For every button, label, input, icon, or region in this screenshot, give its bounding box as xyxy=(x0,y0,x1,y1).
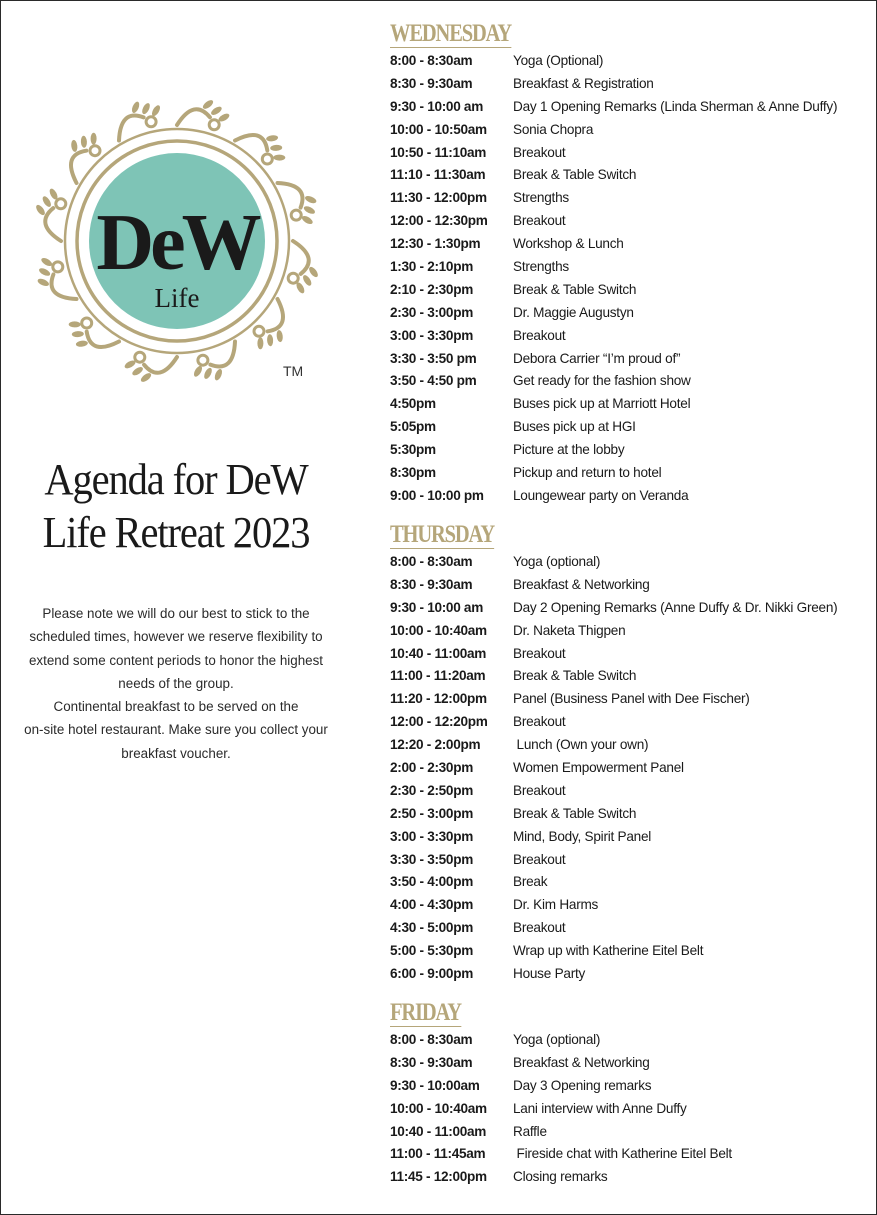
schedule-event: Breakout xyxy=(513,144,566,160)
schedule-time: 4:30 - 5:00pm xyxy=(390,920,473,936)
schedule-event: Day 2 Opening Remarks (Anne Duffy & Dr. Nikki Green) xyxy=(513,599,838,615)
schedule-event: Fireside chat with Katherine Eitel Belt xyxy=(513,1146,732,1162)
schedule-time: 3:50 - 4:00pm xyxy=(390,874,473,890)
schedule-time: 9:30 - 10:00 am xyxy=(390,599,483,615)
schedule-time: 4:50pm xyxy=(390,396,436,412)
schedule-event: Yoga (optional) xyxy=(513,554,601,569)
schedule-time: 8:00 - 8:30am xyxy=(390,554,473,569)
schedule-event: Workshop & Lunch xyxy=(513,236,624,252)
schedule-event: Mind, Body, Spirit Panel xyxy=(513,828,652,844)
schedule-time: 2:30 - 2:50pm xyxy=(390,782,473,798)
schedule-row xyxy=(390,826,870,849)
schedule-row xyxy=(390,302,870,325)
schedule-time: 8:30 - 9:30am xyxy=(390,75,473,91)
schedule-event: Women Empowerment Panel xyxy=(513,760,684,776)
schedule-time: 9:30 - 10:00am xyxy=(390,1077,480,1093)
day-wednesday xyxy=(390,21,870,508)
note-line: on-site hotel restaurant. Make sure you collect your xyxy=(24,722,328,738)
schedule-event: Breakout xyxy=(513,920,566,936)
schedule-row xyxy=(390,1075,870,1098)
schedule-time: 10:40 - 11:00am xyxy=(390,645,487,661)
schedule-time: 10:00 - 10:40am xyxy=(390,622,487,638)
schedule-row xyxy=(390,50,870,73)
schedule-row xyxy=(390,142,870,165)
schedule-event: Yoga (Optional) xyxy=(513,53,604,68)
day-heading: THURSDAY xyxy=(390,521,494,548)
schedule-event: Debora Carrier “I’m proud of” xyxy=(513,350,681,366)
schedule-event: Loungewear party on Veranda xyxy=(513,487,689,503)
schedule-event: Raffle xyxy=(513,1123,547,1139)
schedule-event: Panel (Business Panel with Dee Fischer) xyxy=(513,691,750,707)
schedule-row xyxy=(390,849,870,872)
schedule-time: 8:30 - 9:30am xyxy=(390,576,473,592)
schedule-time: 4:00 - 4:30pm xyxy=(390,897,473,913)
schedule-row xyxy=(390,210,870,233)
schedule-time: 8:00 - 8:30am xyxy=(390,53,473,68)
schedule-event: Picture at the lobby xyxy=(513,442,625,458)
schedule-time: 3:30 - 3:50 pm xyxy=(390,350,477,366)
schedule-time: 9:00 - 10:00 pm xyxy=(390,487,484,503)
schedule-row xyxy=(390,643,870,666)
note-line: needs of the group. xyxy=(118,675,234,691)
note-line: extend some content periods to honor the highest xyxy=(28,652,324,668)
logo-sub-text: Life xyxy=(154,283,200,313)
schedule-event: Get ready for the fashion show xyxy=(513,373,691,389)
schedule-time: 11:20 - 12:00pm xyxy=(390,691,487,707)
logo-main-text: DeW xyxy=(96,199,258,287)
note-line: breakfast voucher. xyxy=(121,745,231,761)
schedule-row xyxy=(390,393,870,416)
schedule-event: Breakfast & Networking xyxy=(513,1054,650,1070)
schedule-event: House Party xyxy=(513,966,586,982)
schedule-row xyxy=(390,325,870,348)
schedule-row xyxy=(390,1143,870,1166)
schedule-row xyxy=(390,917,870,940)
schedule-time: 8:30 - 9:30am xyxy=(390,1054,473,1070)
schedule-event: Closing remarks xyxy=(513,1169,608,1185)
schedule-row xyxy=(390,871,870,894)
schedule-time: 11:00 - 11:45am xyxy=(390,1146,486,1162)
schedule-event: Day 3 Opening remarks xyxy=(513,1077,652,1093)
schedule-row xyxy=(390,119,870,142)
schedule-row xyxy=(390,256,870,279)
schedule-time: 5:05pm xyxy=(390,419,436,435)
schedule-time: 10:40 - 11:00am xyxy=(390,1123,487,1139)
schedule-time: 9:30 - 10:00 am xyxy=(390,98,483,114)
schedule-row xyxy=(390,711,870,734)
schedule-time: 1:30 - 2:10pm xyxy=(390,259,473,275)
schedule-event: Strengths xyxy=(513,190,569,206)
note-line: Please note we will do our best to stick to the xyxy=(42,606,310,621)
schedule-row xyxy=(390,665,870,688)
schedule-time: 10:50 - 11:10am xyxy=(390,144,487,160)
schedule-event: Breakout xyxy=(513,851,566,867)
schedule-row xyxy=(390,462,870,485)
schedule-time: 5:00 - 5:30pm xyxy=(390,943,473,959)
schedule-time: 3:30 - 3:50pm xyxy=(390,851,473,867)
day-heading: WEDNESDAY xyxy=(390,20,512,47)
schedule-event: Breakout xyxy=(513,714,566,730)
schedule-time: 2:10 - 2:30pm xyxy=(390,281,473,297)
schedule-time: 12:00 - 12:30pm xyxy=(390,213,488,229)
schedule-time: 8:00 - 8:30am xyxy=(390,1032,473,1047)
schedule-row xyxy=(390,73,870,96)
schedule-list xyxy=(390,551,870,986)
schedule-event: Lunch (Own your own) xyxy=(513,737,649,753)
schedule-time: 2:00 - 2:30pm xyxy=(390,760,473,776)
schedule-row xyxy=(390,597,870,620)
schedule-event: Break xyxy=(513,874,548,890)
schedule-row xyxy=(390,551,870,574)
schedule-row xyxy=(390,96,870,119)
schedule-time: 11:10 - 11:30am xyxy=(390,167,486,183)
schedule-row xyxy=(390,894,870,917)
schedule-event: Dr. Naketa Thigpen xyxy=(513,622,626,638)
page-title-line: Life Retreat 2023 xyxy=(42,508,310,557)
schedule-row xyxy=(390,233,870,256)
schedule-row xyxy=(390,1098,870,1121)
schedule-time: 12:30 - 1:30pm xyxy=(390,236,481,252)
schedule-row xyxy=(390,1166,870,1189)
schedule-event: Yoga (optional) xyxy=(513,1032,601,1047)
schedule-time: 3:00 - 3:30pm xyxy=(390,327,473,343)
schedule-row xyxy=(390,187,870,210)
page-title xyxy=(24,453,328,559)
schedule-row xyxy=(390,370,870,393)
schedule-row xyxy=(390,348,870,371)
schedule-row xyxy=(390,439,870,462)
schedule-row xyxy=(390,574,870,597)
schedule-event: Day 1 Opening Remarks (Linda Sherman & Anne Duffy) xyxy=(513,98,838,114)
schedule-time: 11:00 - 11:20am xyxy=(390,668,486,684)
schedule-time: 2:30 - 3:00pm xyxy=(390,304,473,320)
schedule-event: Buses pick up at Marriott Hotel xyxy=(513,396,691,412)
schedule-time: 5:30pm xyxy=(390,442,436,458)
schedule-event: Dr. Maggie Augustyn xyxy=(513,304,634,320)
schedule-event: Breakfast & Networking xyxy=(513,576,650,592)
left-column xyxy=(1,1,351,1214)
schedule-row xyxy=(390,803,870,826)
schedule-time: 10:00 - 10:40am xyxy=(390,1100,487,1116)
schedule-row xyxy=(390,1029,870,1052)
schedule-time: 2:50 - 3:00pm xyxy=(390,805,473,821)
schedule-event: Break & Table Switch xyxy=(513,167,637,183)
schedule-event: Breakout xyxy=(513,213,566,229)
day-heading: FRIDAY xyxy=(390,999,461,1026)
schedule-row xyxy=(390,416,870,439)
schedule-event: Breakout xyxy=(513,645,566,661)
schedule-time: 11:45 - 12:00pm xyxy=(390,1169,487,1185)
schedule-event: Wrap up with Katherine Eitel Belt xyxy=(513,943,704,959)
schedule-row xyxy=(390,1052,870,1075)
schedule-row xyxy=(390,757,870,780)
schedule-event: Breakout xyxy=(513,782,566,798)
schedule-event: Break & Table Switch xyxy=(513,805,637,821)
page-title-line: Agenda for DeW xyxy=(44,455,308,504)
schedule-event: Break & Table Switch xyxy=(513,668,637,684)
schedule-event: Lani interview with Anne Duffy xyxy=(513,1100,687,1116)
schedule-list xyxy=(390,50,870,508)
schedule-event: Strengths xyxy=(513,259,569,275)
day-friday xyxy=(390,1000,870,1189)
schedule-row xyxy=(390,1121,870,1144)
schedule-time: 10:00 - 10:50am xyxy=(390,121,487,137)
schedule-time: 3:00 - 3:30pm xyxy=(390,828,473,844)
schedule-event: Sonia Chopra xyxy=(513,121,594,137)
schedule-time: 11:30 - 12:00pm xyxy=(390,190,487,206)
schedule-row xyxy=(390,485,870,508)
schedule-time: 12:00 - 12:20pm xyxy=(390,714,488,730)
note-line: scheduled times, however we reserve flexibility to xyxy=(29,629,323,645)
schedule-time: 6:00 - 9:00pm xyxy=(390,966,473,982)
schedule-row xyxy=(390,164,870,187)
schedule-event: Buses pick up at HGI xyxy=(513,419,636,435)
schedule-row xyxy=(390,688,870,711)
dew-life-logo xyxy=(19,85,335,393)
note-line: Continental breakfast to be served on the xyxy=(53,699,299,715)
schedule-row xyxy=(390,963,870,986)
schedule-event: Dr. Kim Harms xyxy=(513,897,599,913)
schedule-row xyxy=(390,620,870,643)
schedule-time: 8:30pm xyxy=(390,465,436,481)
schedule-list xyxy=(390,1029,870,1189)
schedule-row xyxy=(390,780,870,803)
trademark-mark: TM xyxy=(283,363,304,379)
day-thursday xyxy=(390,522,870,986)
schedule-row xyxy=(390,279,870,302)
schedule-row xyxy=(390,734,870,757)
schedule-note xyxy=(17,602,335,765)
schedule-time: 3:50 - 4:50 pm xyxy=(390,373,477,389)
schedule-event: Breakout xyxy=(513,327,566,343)
schedule-row xyxy=(390,940,870,963)
schedule-event: Breakfast & Registration xyxy=(513,75,654,91)
schedule-event: Pickup and return to hotel xyxy=(513,465,662,481)
schedule-event: Break & Table Switch xyxy=(513,281,637,297)
schedule-time: 12:20 - 2:00pm xyxy=(390,737,481,753)
